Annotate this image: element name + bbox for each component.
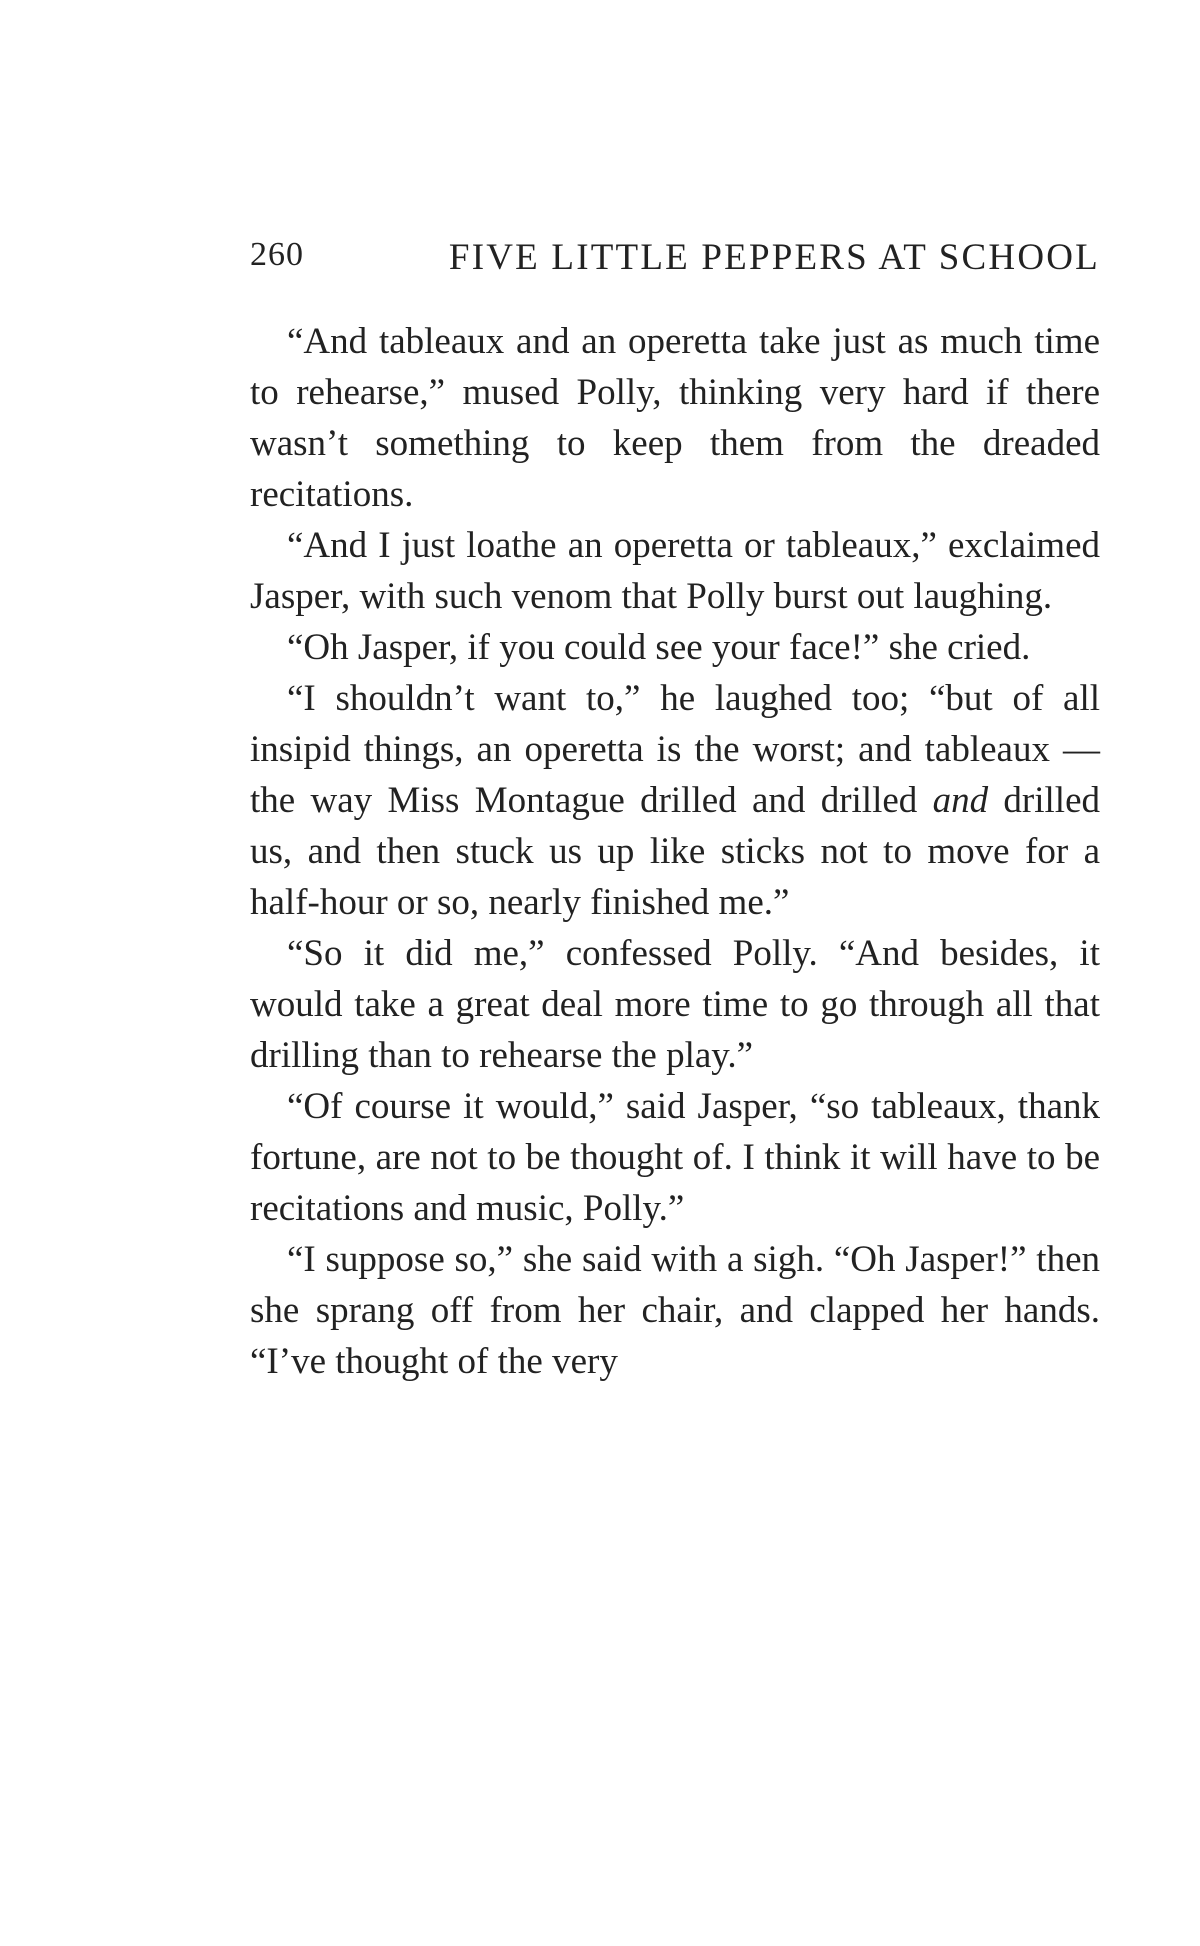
page-number: 260 bbox=[250, 236, 304, 273]
page-header bbox=[250, 236, 1100, 286]
paragraph: “Oh Jasper, if you could see your face!” she cried. bbox=[287, 627, 1031, 668]
paragraph-text: “I shouldn’t want to,” he laughed too; “but of all insipid things, an operetta is the worst; and tableaux — the way Miss Montague drilled and drilled bbox=[250, 678, 1100, 821]
running-title: FIVE LITTLE PEPPERS AT SCHOOL bbox=[448, 237, 1100, 278]
emphasized-word: and bbox=[932, 780, 989, 821]
paragraph: “So it did me,” confessed Polly. “And besides, it would take a great deal more time to go through all that drilling than to rehearse the play.” bbox=[250, 933, 1100, 1076]
paragraph: “I suppose so,” she said with a sigh. “Oh Jasper!” then she sprang off from her chair, and clapped her hands. “I’ve thought of the very bbox=[250, 1239, 1100, 1382]
paragraph: “Of course it would,” said Jasper, “so tableaux, thank fortune, are not to be thought of. I think it will have to be recitations and music, Polly.” bbox=[250, 1086, 1100, 1229]
paragraph: “And tableaux and an operetta take just as much time to rehearse,” mused Polly, thinking very hard if there wasn’t something to keep them from the dreaded recitations. bbox=[250, 321, 1100, 515]
paragraph-text: drilled us, and then stuck us up like sticks not to move for a half-hour or so, nearly finished me.” bbox=[250, 780, 1100, 923]
paragraph: “And I just loathe an operetta or tableaux,” exclaimed Jasper, with such venom that Polly burst out laughing. bbox=[250, 525, 1100, 617]
paragraph bbox=[250, 673, 1100, 928]
body-text bbox=[250, 316, 1100, 1387]
